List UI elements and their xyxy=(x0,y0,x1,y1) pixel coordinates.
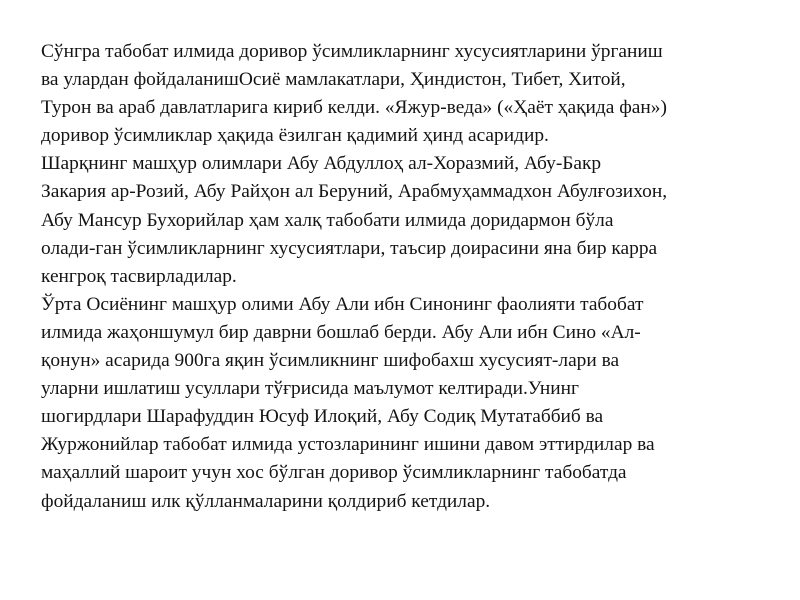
text-line: Журжонийлар табобат илмида устозларининг ишини давом эттирдилар ва xyxy=(41,434,655,456)
text-line: фойдаланиш илк қўлланмаларини қолдириб кетдилар. xyxy=(41,490,491,512)
text-line: Сўнгра табобат илмида доривор ўсимликларнинг хусусиятларини ўрганиш xyxy=(41,41,663,62)
text-line: Ўрта Осиёнинг машҳур олими Абу Али ибн Синонинг фаолияти табобат xyxy=(41,293,644,315)
text-line: шогирдлари Шарафуддин Юсуф Илоқий, Абу Содиқ Мутатаббиб ва xyxy=(41,406,604,428)
text-line: кенгроқ тасвирладилар. xyxy=(41,265,237,287)
text-line: Шарқнинг машҳур олимлари Абу Абдуллоҳ ал-Хоразмий, Абу-Бакр xyxy=(41,153,602,175)
text-line: Закария ар-Розий, Абу Райҳон ал Беруний, Арабмуҳаммадхон Абулғозихон, xyxy=(41,181,668,203)
text-line: илмида жаҳоншумул бир даврни бошлаб берди. Абу Али ибн Сино «Ал- xyxy=(41,321,641,343)
text-line: олади-ган ўсимликларнинг хусусиятлари, таъсир доирасини яна бир карра xyxy=(41,237,658,259)
text-line: уларни ишлатиш усуллари тўғрисида маълумот келтиради.Унинг xyxy=(41,378,579,400)
text-line: қонун» асарида 900га яқин ўсимликнинг шифобахш хусусият-лари ва xyxy=(41,350,620,372)
text-line: маҳаллий шароит учун хос бўлган доривор ўсимликларнинг табобатда xyxy=(41,462,627,484)
text-line: доривор ўсимликлар ҳақида ёзилган қадимий ҳинд асаридир. xyxy=(41,125,549,147)
text-line: ва улардан фойдаланишОсиё мамлакатлари, Ҳиндистон, Тибет, Хитой, xyxy=(41,69,626,91)
text-line: Турон ва араб давлатларига кириб келди. «Яжур-веда» («Ҳаёт ҳақида фан») xyxy=(41,97,667,119)
body-text xyxy=(41,38,771,516)
text-line: Абу Мансур Бухорийлар ҳам халқ табобати илмида доридармон бўла xyxy=(41,209,614,231)
